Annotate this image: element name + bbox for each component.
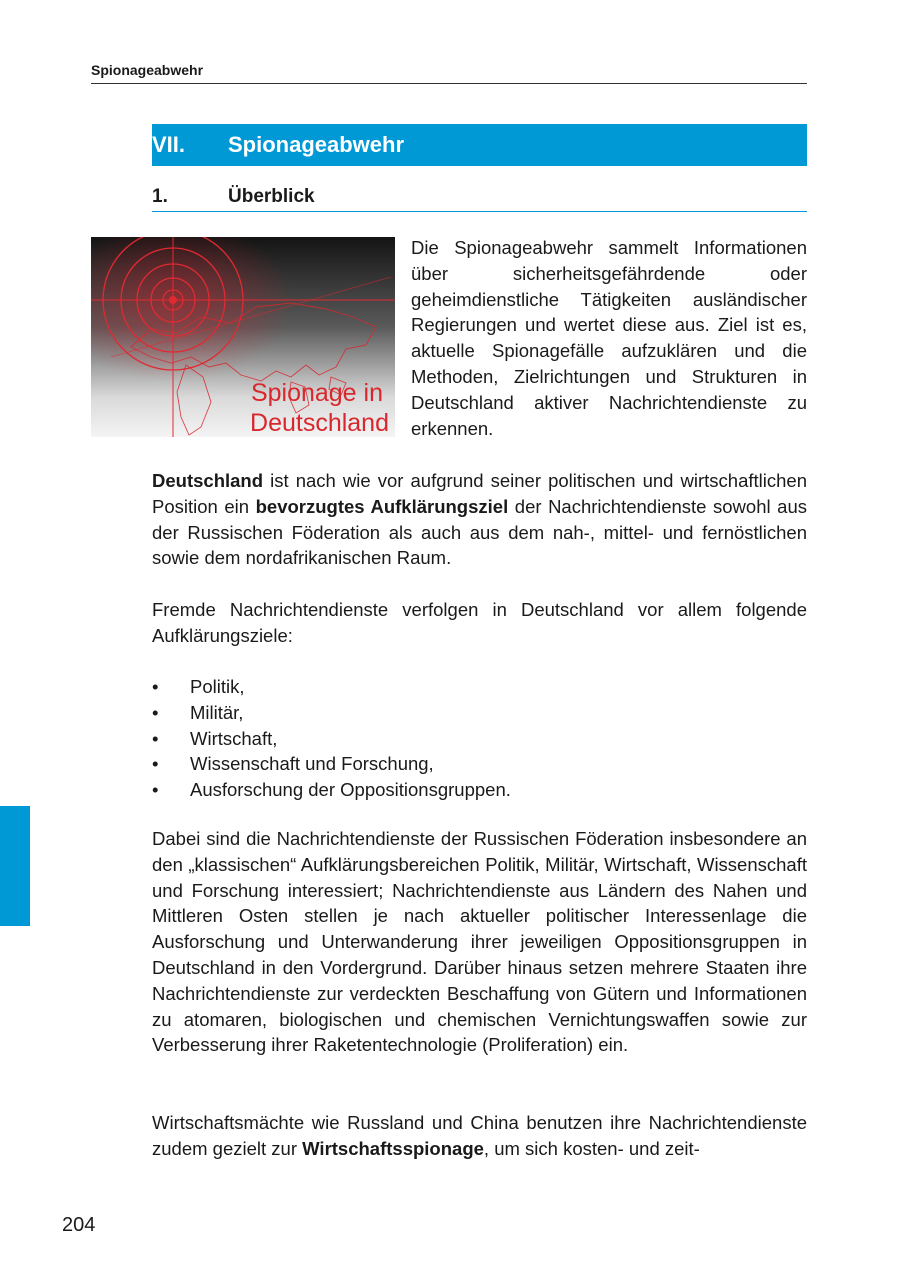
list-item-text: Politik, bbox=[190, 676, 245, 697]
paragraph-text: , um sich kosten- und zeit- bbox=[483, 1137, 700, 1159]
running-header: Spionageabwehr bbox=[91, 62, 807, 84]
list-item bbox=[152, 674, 807, 700]
paragraph-economic-espionage bbox=[152, 1110, 807, 1162]
bullet-marker: • bbox=[152, 727, 159, 749]
list-item bbox=[152, 777, 807, 803]
list-item-text: Wissenschaft und Forschung, bbox=[190, 753, 434, 775]
target-center-dot bbox=[169, 296, 177, 304]
bullet-marker: • bbox=[152, 676, 159, 697]
bullet-marker: • bbox=[152, 753, 159, 775]
list-item bbox=[152, 700, 807, 726]
paragraph-russian-federation: Dabei sind die Nachrichtendienste der Russischen Föderation insbesondere an den „klassischen“ Aufklärungsbereichen Politik, Militär, Wirtschaft, Wissenschaft und Forschung interessiert; Nachrichtendienste aus Ländern des Nahen und Mittleren Osten stellen je nach aktueller politischer Interessenlage die Ausforschung und Unterwanderung ihrer jeweiligen Oppositionsgruppen in Deutschland in den Vordergrund. Darüber hinaus setzen mehrere Staaten ihre Nachrichtendienste zur verdeckten Beschaffung von Gütern und Informationen zu atomaren, biologischen und chemischen Vernichtungswaffen sowie zur Verbesserung ihrer Raketentechnologie (Proliferation) ein. bbox=[152, 828, 807, 1056]
paragraph-text: Wirtschaftsmächte wie Russland und China benutzen ihre Nachrichtendienste zudem gezielt zur bbox=[152, 1112, 807, 1159]
chapter-number: VII. bbox=[152, 132, 186, 157]
list-item bbox=[152, 726, 807, 752]
bold-term: bevorzugtes Aufklärungsziel bbox=[255, 495, 509, 517]
paragraph-intelligence-goals: Fremde Nachrichtendienste verfolgen in Deutschland vor allem folgende Aufklärungsziele: bbox=[152, 599, 807, 646]
figure-caption-line1: Spionage in bbox=[250, 379, 383, 407]
bold-term: Deutschland bbox=[152, 470, 264, 491]
paragraph-text: der Nachrichtendienste sowohl aus der Russischen Föderation als auch aus dem nah-, mittel- und fernöstlichen sowie dem nordafrikanischen Raum. bbox=[152, 495, 807, 569]
bullet-marker: • bbox=[152, 779, 159, 801]
bullet-marker: • bbox=[152, 701, 159, 723]
chapter-title: Spionageabwehr bbox=[228, 132, 405, 157]
figure-caption-line2: Deutschland bbox=[250, 409, 389, 437]
paragraph-target-country bbox=[152, 468, 807, 571]
chapter-heading-bar bbox=[152, 124, 807, 166]
list-item bbox=[152, 751, 807, 777]
goals-list bbox=[152, 674, 807, 803]
section-heading bbox=[152, 186, 807, 212]
paragraph-text: ist nach wie vor aufgrund seiner politischen und wirtschaftlichen Position ein bbox=[152, 470, 807, 517]
page-number: 204 bbox=[62, 1214, 96, 1236]
espionage-illustration bbox=[91, 237, 395, 437]
section-title: Überblick bbox=[228, 186, 315, 207]
intro-paragraph: Die Spionageabwehr sammelt Informationen über sicherheitsgefährdende oder geheimdienstliche Tätigkeiten ausländischer Regierungen und wertet diese aus. Ziel ist es, aktuelle Spionagefälle aufzuklären und die Methoden, Zielrichtungen und Strukturen in Deutschland aktiver Nachrichtendienste zu erkennen. bbox=[411, 237, 807, 439]
list-item-text: Militär, bbox=[190, 701, 244, 723]
list-item-text: Wirtschaft, bbox=[190, 727, 278, 749]
bold-term: Wirtschaftsspionage bbox=[302, 1137, 484, 1159]
list-item-text: Ausforschung der Oppositionsgruppen. bbox=[190, 779, 511, 801]
chapter-thumb-tab bbox=[0, 806, 30, 926]
section-number: 1. bbox=[152, 186, 168, 207]
